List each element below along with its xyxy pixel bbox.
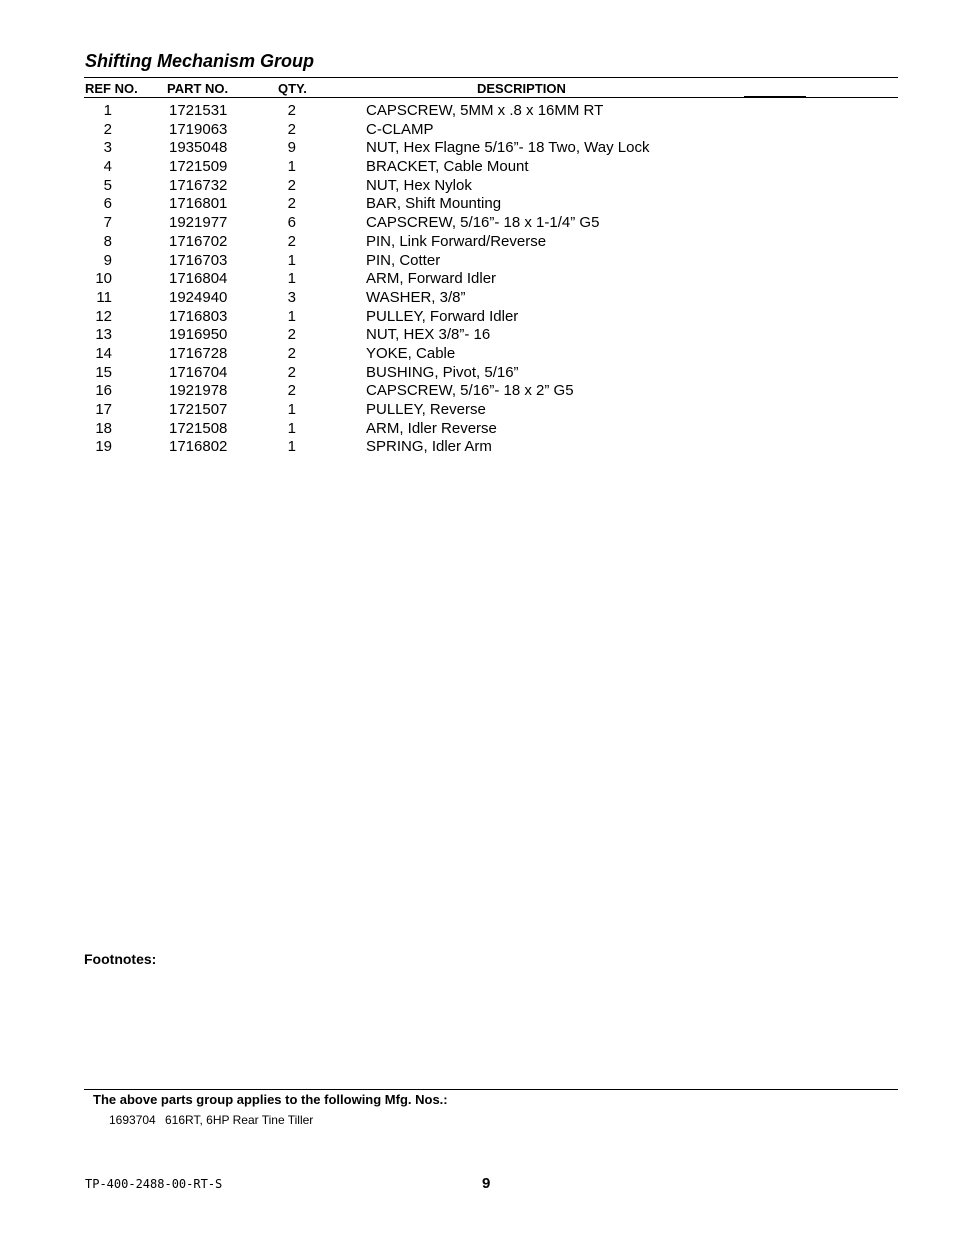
ref-cell: 15 [95,363,112,381]
part-number-cell: 1716732 [169,176,228,194]
header-ref-label: REF NO. [85,81,138,96]
ref-cell: 16 [95,382,112,400]
qty-cell: 2 [287,344,296,362]
ref-cell: 13 [95,326,112,344]
qty-cell: 1 [287,270,296,288]
description-cell: NUT, Hex Flagne 5/16”- 18 Two, Way Lock [366,139,650,157]
description-cell: CAPSCREW, 5/16”- 18 x 2” G5 [366,382,574,400]
ref-cell: 17 [95,401,112,418]
description-cell: BAR, Shift Mounting [366,195,502,213]
ref-cell: 6 [103,195,112,213]
part-number-cell: 1916950 [169,326,228,344]
table-row [0,121,954,140]
table-row [0,308,954,327]
qty-cell: 1 [287,158,296,176]
table-row [0,139,954,158]
part-number-cell: 1719063 [169,120,228,138]
qty-cell: 3 [287,288,296,306]
mfg-number: 1693704 [109,1113,156,1127]
part-number-cell: 1716801 [169,195,228,213]
table-row [0,345,954,364]
part-number-cell: 1716702 [169,232,228,250]
qty-cell: 6 [287,214,296,232]
description-cell: CAPSCREW, 5/16”- 18 x 1-1/4” G5 [366,214,600,232]
table-row [0,364,954,383]
qty-cell: 9 [287,139,296,157]
qty-cell: 1 [287,307,296,325]
description-cell: ARM, Forward Idler [366,270,497,288]
table-row [0,102,954,121]
table-row [0,401,954,420]
parts-table [0,102,954,457]
header-rule-bottom [84,97,898,98]
ref-cell: 8 [103,232,112,250]
description-cell: NUT, HEX 3/8”- 16 [366,326,491,344]
part-number-cell: 1721509 [169,158,228,176]
part-number-cell: 1716802 [169,438,228,456]
ref-cell: 10 [95,270,112,288]
ref-cell: 2 [103,120,112,138]
part-number-cell: 1921977 [169,214,228,232]
part-number-cell: 1716803 [169,307,228,325]
table-row [0,382,954,401]
description-cell: ARM, Idler Reverse [366,419,497,437]
qty-cell: 1 [287,438,296,456]
description-cell: YOKE, Cable [366,344,456,362]
table-row [0,289,954,308]
qty-cell: 1 [287,419,296,437]
ref-cell: 7 [103,214,112,232]
part-number-cell: 1921978 [169,382,228,400]
table-row [0,438,954,457]
part-number-cell: 1716728 [169,344,228,362]
description-cell: CAPSCREW, 5MM x .8 x 16MM RT [366,102,604,119]
qty-cell: 1 [287,251,296,269]
ref-cell: 11 [96,288,112,306]
header-rule-top [84,77,898,78]
table-row [0,420,954,439]
applies-title: The above parts group applies to the following Mfg. Nos.: [93,1092,448,1107]
mfg-description: 616RT, 6HP Rear Tine Tiller [165,1113,314,1127]
ref-cell: 4 [103,158,112,176]
qty-cell: 2 [287,382,296,400]
part-number-cell: 1716703 [169,251,228,269]
part-number-cell: 1721531 [169,102,228,119]
description-cell: BRACKET, Cable Mount [366,158,529,176]
qty-cell: 2 [287,120,296,138]
part-number-cell: 1935048 [169,139,228,157]
qty-cell: 2 [287,195,296,213]
page-title: Shifting Mechanism Group [85,51,315,71]
table-row [0,270,954,289]
part-number-cell: 1924940 [169,288,228,306]
part-number-cell: 1716704 [169,363,228,381]
ref-cell: 18 [95,419,112,437]
document-code: TP-400-2488-00-RT-S [85,1177,223,1191]
ref-cell: 12 [95,307,112,325]
page-number: 9 [482,1175,491,1192]
table-row [0,158,954,177]
qty-cell: 2 [287,102,296,119]
part-number-cell: 1721507 [169,401,228,418]
header-part-label: PART NO. [167,81,229,96]
part-number-cell: 1716804 [169,270,228,288]
qty-cell: 2 [287,363,296,381]
description-cell: PULLEY, Forward Idler [366,307,519,325]
footnotes-label: Footnotes: [84,951,157,967]
qty-cell: 1 [287,401,296,418]
description-cell: C-CLAMP [366,120,434,138]
ref-cell: 1 [103,102,112,119]
description-cell: SPRING, Idler Arm [366,438,492,456]
description-cell: NUT, Hex Nylok [366,176,472,194]
ref-cell: 5 [103,176,112,194]
table-row [0,233,954,252]
qty-cell: 2 [287,326,296,344]
applies-rule [84,1089,898,1090]
description-cell: PULLEY, Reverse [366,401,486,418]
description-cell: PIN, Link Forward/Reverse [366,232,547,250]
ref-cell: 3 [103,139,112,157]
ref-cell: 9 [103,251,112,269]
part-number-cell: 1721508 [169,419,228,437]
table-row [0,252,954,271]
description-cell: WASHER, 3/8” [366,288,466,306]
qty-cell: 2 [287,232,296,250]
ref-cell: 14 [95,344,112,362]
ref-cell: 19 [95,438,112,456]
description-cell: PIN, Cotter [366,251,441,269]
header-qty-label: QTY. [278,81,307,96]
header-rule-accent [744,96,806,97]
qty-cell: 2 [287,176,296,194]
table-row [0,214,954,233]
header-desc-label: DESCRIPTION [477,81,566,96]
table-row [0,195,954,214]
table-row [0,326,954,345]
table-row [0,177,954,196]
description-cell: BUSHING, Pivot, 5/16” [366,363,519,381]
